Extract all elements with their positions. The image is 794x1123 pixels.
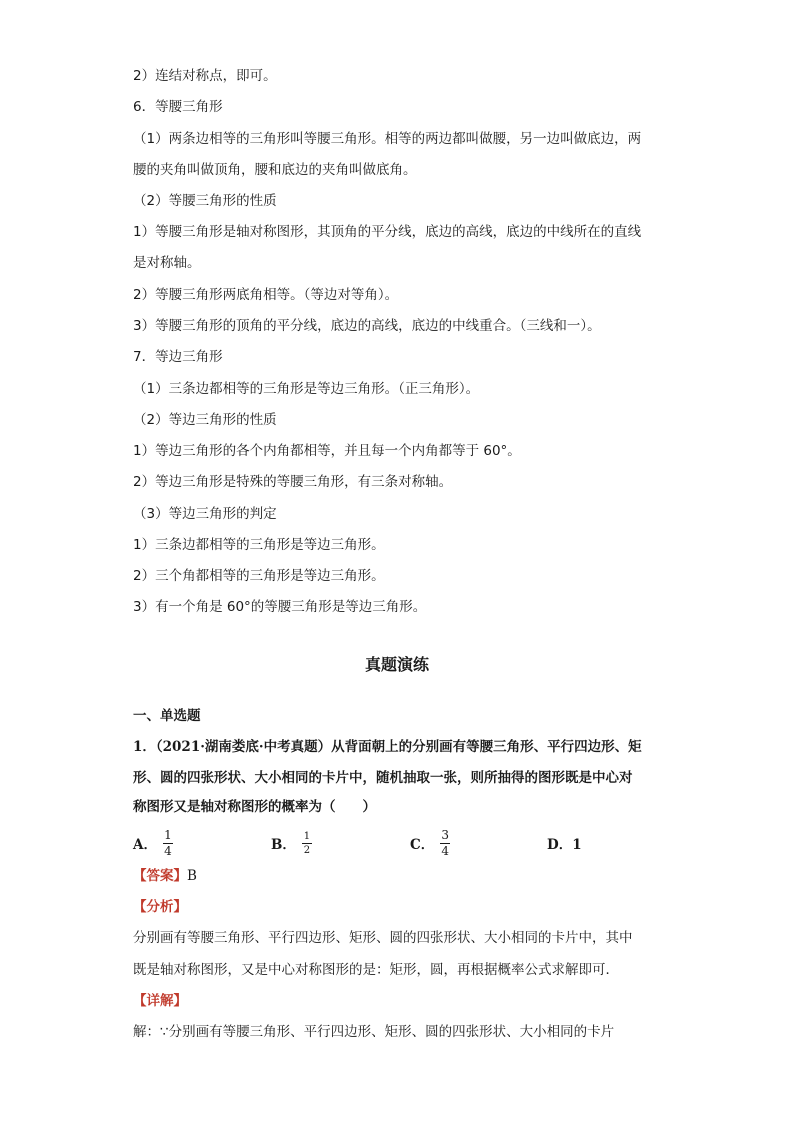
text-line: 3）有一个角是 60°的等腰三角形是等边三角形。	[133, 599, 427, 615]
answer-line	[133, 866, 197, 886]
part-heading: 一、单选题	[133, 708, 201, 724]
fraction	[163, 829, 173, 858]
option-label: C．	[410, 837, 435, 853]
option-c	[410, 826, 450, 860]
text-line: （1）三条边都相等的三角形是等边三角形。（正三角形）。	[133, 381, 480, 397]
numerator: 1	[164, 827, 172, 842]
option-label: B．	[271, 837, 296, 853]
option-label: D．1	[547, 837, 582, 853]
answer-value: B	[187, 868, 197, 884]
option-a	[133, 826, 173, 860]
text-line: 是对称轴。	[133, 255, 201, 271]
analysis-text: 既是轴对称图形，又是中心对称图形的是：矩形，圆，再根据概率公式求解即可．	[133, 962, 619, 978]
denominator: 2	[303, 844, 311, 856]
question-text: 称图形又是轴对称图形的概率为（ ）	[133, 799, 376, 815]
text-line: 3）等腰三角形的顶角的平分线，底边的高线，底边的中线重合。（三线和一）。	[133, 318, 601, 334]
detail-tag-line	[133, 991, 187, 1011]
question-text: 形、圆的四张形状、大小相同的卡片中，随机抽取一张，则所抽得的图形既是中心对	[133, 770, 633, 786]
text-line: 1）等腰三角形是轴对称图形，其顶角的平分线，底边的高线，底边的中线所在的直线	[133, 224, 642, 240]
analysis-text: 分别画有等腰三角形、平行四边形、矩形、圆的四张形状、大小相同的卡片中，其中	[133, 930, 633, 946]
fraction	[302, 831, 312, 856]
subheading: （2）等边三角形的性质	[133, 412, 277, 428]
option-label: A．	[133, 837, 157, 853]
section-title: 真题演练	[364, 655, 429, 674]
option-d	[547, 826, 582, 860]
text-line: 2）连结对称点，即可。	[133, 68, 277, 84]
section-heading-isosceles: 6．等腰三角形	[133, 99, 223, 115]
subheading: （3）等边三角形的判定	[133, 506, 277, 522]
analysis-tag-line	[133, 897, 187, 917]
analysis-tag: 【分析】	[133, 899, 187, 915]
option-b	[271, 826, 312, 860]
text-line: 1）等边三角形的各个内角都相等，并且每一个内角都等于 60°。	[133, 443, 521, 459]
denominator: 4	[164, 843, 172, 858]
numerator: 3	[441, 827, 450, 842]
subheading: （2）等腰三角形的性质	[133, 193, 277, 209]
answer-tag: 【答案】	[133, 868, 187, 884]
text-line: 2）等边三角形是特殊的等腰三角形，有三条对称轴。	[133, 474, 453, 490]
question-text: 1．（2021·湖南娄底·中考真题）从背面朝上的分别画有等腰三角形、平行四边形、矩	[133, 739, 642, 755]
text-line: 2）三个角都相等的三角形是等边三角形。	[133, 568, 385, 584]
numerator: 1	[303, 830, 311, 842]
fraction-bar	[302, 843, 312, 844]
detail-tag: 【详解】	[133, 993, 187, 1009]
text-line: 1）三条边都相等的三角形是等边三角形。	[133, 537, 385, 553]
fraction	[440, 829, 450, 858]
text-line: 腰的夹角叫做顶角，腰和底边的夹角叫做底角。	[133, 162, 417, 178]
text-line: （1）两条边相等的三角形叫等腰三角形。相等的两边都叫做腰，另一边叫做底边，两	[133, 131, 642, 147]
detail-text: 解：∵分别画有等腰三角形、平行四边形、矩形、圆的四张形状、大小相同的卡片	[133, 1024, 615, 1040]
text-line: 2）等腰三角形两底角相等。（等边对等角）。	[133, 287, 399, 303]
denominator: 4	[441, 843, 450, 858]
section-heading-equilateral: 7．等边三角形	[133, 349, 223, 365]
